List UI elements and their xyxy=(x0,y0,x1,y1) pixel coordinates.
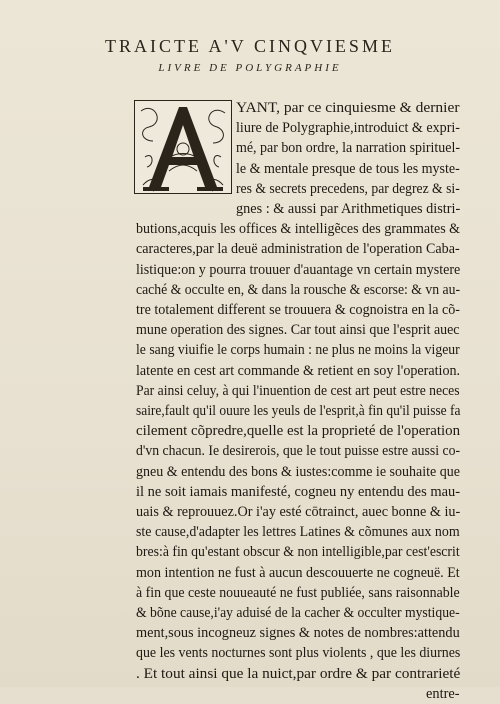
text-line: mé, par bon ordre, la narration spirituel- xyxy=(236,140,460,157)
ornate-initial-A-icon xyxy=(134,100,232,194)
text-line: res & secrets precedens, par degrez & si- xyxy=(236,180,460,197)
text-line: d'vn chacun. Ie desirerois, que le tout puisse estre aussi co- xyxy=(136,443,461,460)
text-line: tre totalement different se trouuera & cognoistra en la cõ- xyxy=(136,302,460,318)
text-line: . Et tout ainsi que la nuict,par ordre & par contrarieté xyxy=(136,665,461,682)
text-line: mon intention ne fust à aucun descouuerte ne cogneuë. Et xyxy=(136,564,460,581)
text-line: ste cause,d'adapter les lettres Latines & cõmunes aux nom xyxy=(136,524,460,541)
text-line: caché & occulte en, & dans la rousche & escorse: & vn au- xyxy=(136,281,461,298)
text-line: mune operation des signes. Car tout ainsi que l'esprit auec xyxy=(136,322,460,339)
page-subtitle: LIVRE DE POLYGRAPHIE xyxy=(158,62,342,74)
text-line: bres:à fin qu'estant obscur & non intelligible,par cest'escrit xyxy=(136,544,460,561)
text-line: le & mentale presque de tous les myste- xyxy=(236,160,460,177)
text-line: gneu & entendu des bons & iustes:comme ie souhaite que xyxy=(136,463,460,480)
text-line: il ne soit iamais manifesté, cogneu ny entendu des mau- xyxy=(136,483,461,500)
text-line: saire,fault qu'il ouure les yeuls de l'esprit,à fin qu'il puisse fa xyxy=(136,403,461,419)
text-line: & bõne cause,i'ay aduisé de la cacher & occulter mystique- xyxy=(136,605,460,621)
page-title: TRAICTE A'V CINQVIESME xyxy=(105,36,395,56)
text-line: entre- xyxy=(426,685,460,702)
text-line: que les vents nocturnes sont plus violents , que les diurnes xyxy=(136,645,461,662)
text-line: le sang viuifie le corps humain : ne plus ne moins la vigeur xyxy=(136,342,460,359)
text-line: ment,sous incogneuz signes & notes de nombres:attendu xyxy=(136,625,460,642)
text-line: cilement cõpredre,quelle est la proprieté de l'operation xyxy=(136,423,461,440)
text-line: caracteres,par la deuë administration de l'operation Caba- xyxy=(136,241,460,258)
text-line: YANT, par ce cinquiesme & dernier xyxy=(236,100,460,116)
text-line: listique:on y pourra trouuer d'auantage vn certain mystere xyxy=(136,261,461,278)
text-line: latente en cest art commande & retient en soy l'operation. xyxy=(136,362,461,379)
text-line: butions,acquis les offices & intelligẽces des grammates & xyxy=(136,221,461,238)
initial-svg xyxy=(135,101,231,193)
text-line: Par ainsi celuy, à qui l'inuention de cest art peut estre neces xyxy=(136,382,460,399)
text-line: uais & reprouuez.Or i'ay esté cōtrainct, auec bonne & iu- xyxy=(136,504,461,520)
text-line: à fin que ceste nouueauté ne fust publiée, sans raisonnable xyxy=(136,584,460,601)
text-line: liure de Polygraphie,introduict & expri- xyxy=(236,120,460,137)
text-line: gnes : & aussi par Arithmetiques distri- xyxy=(236,201,461,217)
